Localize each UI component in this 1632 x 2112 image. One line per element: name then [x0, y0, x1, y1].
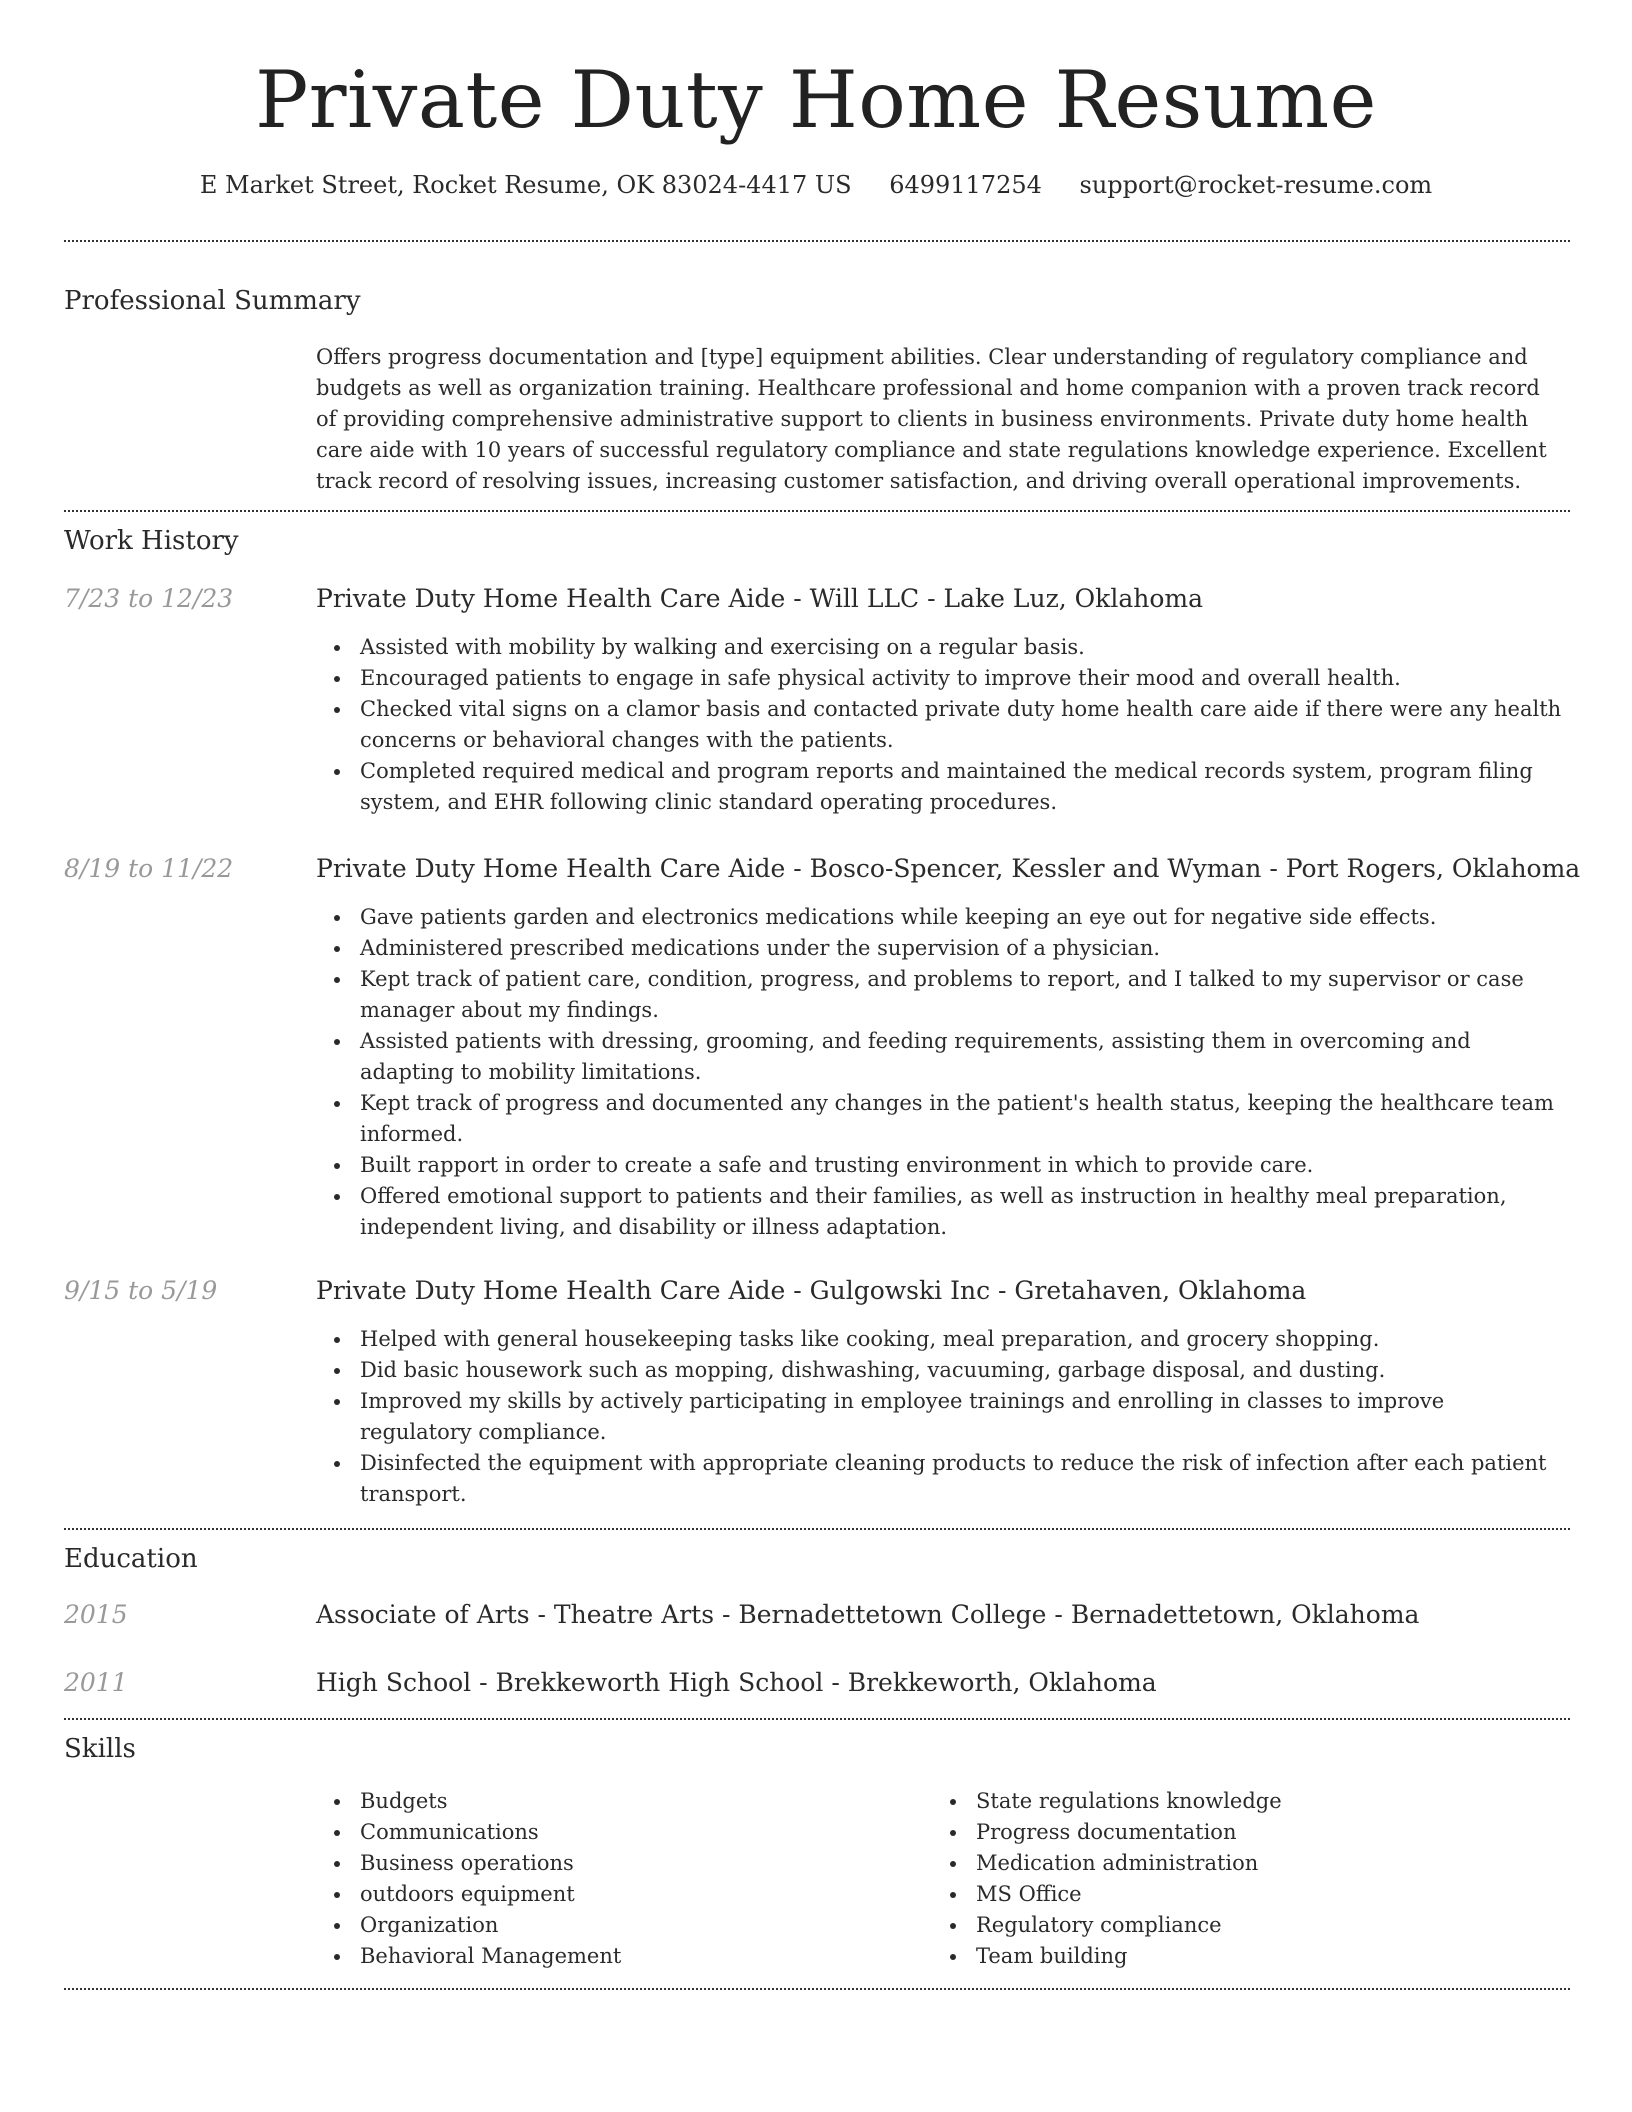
- job-dates: 8/19 to 11/22: [64, 854, 234, 883]
- job-dates: 7/23 to 12/23: [64, 584, 234, 613]
- section-title-work: Work History: [64, 526, 239, 556]
- skill-item: MS Office: [976, 1879, 1576, 1910]
- resume-name: Private Duty Home Resume: [255, 54, 1377, 146]
- list-item: Completed required medical and program reports and maintained the medical records system, program filing system, and EHR following clinic standard operating procedures.: [360, 756, 1562, 818]
- list-item: Built rapport in order to create a safe and trusting environment in which to provide care.: [360, 1150, 1562, 1181]
- skill-item: Organization: [360, 1910, 920, 1941]
- summary-text: Offers progress documentation and [type] equipment abilities. Clear understanding of regulatory compliance and budgets as well as organization training. Healthcare professional and home companion with a proven track record of providing comprehensive administrative support to clients in business environments. Private duty home health care aide with 10 years of successful regulatory compliance and state regulations knowledge experience. Excellent track record of resolving issues, increasing customer satisfaction, and driving overall operational improvements.: [316, 345, 1547, 493]
- contact-email: support@rocket-resume.com: [1079, 171, 1433, 199]
- job-title: Private Duty Home Health Care Aide - Gulgowski Inc - Gretahaven, Oklahoma: [316, 1276, 1307, 1305]
- skill-item: Business operations: [360, 1848, 920, 1879]
- section-divider: [64, 510, 1570, 512]
- list-item: Offered emotional support to patients and their families, as well as instruction in healthy meal preparation, independent living, and disability or illness adaptation.: [360, 1181, 1562, 1243]
- job-title: Private Duty Home Health Care Aide - Will LLC - Lake Luz, Oklahoma: [316, 584, 1203, 613]
- education-title: Associate of Arts - Theatre Arts - Bernadettetown College - Bernadettetown, Oklahoma: [316, 1600, 1420, 1629]
- list-item: Helped with general housekeeping tasks like cooking, meal preparation, and grocery shopping.: [360, 1324, 1562, 1355]
- section-title-education: Education: [64, 1544, 198, 1574]
- list-item: Kept track of progress and documented any changes in the patient's health status, keeping the healthcare team informed.: [360, 1088, 1562, 1150]
- skill-item: Team building: [976, 1941, 1576, 1972]
- list-item: Assisted patients with dressing, grooming, and feeding requirements, assisting them in overcoming and adapting to mobility limitations.: [360, 1026, 1562, 1088]
- skill-item: Budgets: [360, 1786, 920, 1817]
- list-item: Did basic housework such as mopping, dishwashing, vacuuming, garbage disposal, and dusting.: [360, 1355, 1562, 1386]
- list-item: Administered prescribed medications under the supervision of a physician.: [360, 933, 1562, 964]
- skill-item: Regulatory compliance: [976, 1910, 1576, 1941]
- job-dates: 9/15 to 5/19: [64, 1276, 218, 1305]
- list-item: Encouraged patients to engage in safe physical activity to improve their mood and overall health.: [360, 663, 1562, 694]
- skills-list-right: [932, 1786, 1576, 1972]
- job-bullets: [316, 1324, 1562, 1510]
- job-bullets: [316, 632, 1562, 818]
- education-title: High School - Brekkeworth High School - Brekkeworth, Oklahoma: [316, 1668, 1157, 1697]
- section-divider: [64, 1988, 1570, 1990]
- list-item: Checked vital signs on a clamor basis and contacted private duty home health care aide if there were any health concerns or behavioral changes with the patients.: [360, 694, 1562, 756]
- list-item: Kept track of patient care, condition, progress, and problems to report, and I talked to my supervisor or case manager about my findings.: [360, 964, 1562, 1026]
- list-item: Assisted with mobility by walking and exercising on a regular basis.: [360, 632, 1562, 663]
- skill-item: outdoors equipment: [360, 1879, 920, 1910]
- skill-item: Behavioral Management: [360, 1941, 920, 1972]
- education-year: 2015: [64, 1600, 128, 1629]
- job-bullets: [316, 902, 1562, 1243]
- skill-item: State regulations knowledge: [976, 1786, 1576, 1817]
- contact-address: E Market Street, Rocket Resume, OK 83024-4417 US: [199, 171, 852, 199]
- job-title: Private Duty Home Health Care Aide - Bosco-Spencer, Kessler and Wyman - Port Rogers, Oklahoma: [316, 854, 1581, 883]
- section-title-summary: Professional Summary: [64, 286, 361, 316]
- contact-line: [0, 168, 1632, 202]
- section-divider: [64, 240, 1570, 242]
- list-item: Disinfected the equipment with appropriate cleaning products to reduce the risk of infection after each patient transport.: [360, 1448, 1562, 1510]
- skill-item: Medication administration: [976, 1848, 1576, 1879]
- education-year: 2011: [64, 1668, 128, 1697]
- skill-item: Communications: [360, 1817, 920, 1848]
- section-title-skills: Skills: [64, 1734, 136, 1764]
- skill-item: Progress documentation: [976, 1817, 1576, 1848]
- contact-phone: 6499117254: [889, 171, 1042, 199]
- list-item: Improved my skills by actively participating in employee trainings and enrolling in classes to improve regulatory compliance.: [360, 1386, 1562, 1448]
- section-divider: [64, 1528, 1570, 1530]
- list-item: Gave patients garden and electronics medications while keeping an eye out for negative side effects.: [360, 902, 1562, 933]
- section-divider: [64, 1718, 1570, 1720]
- skills-list-left: [316, 1786, 920, 1972]
